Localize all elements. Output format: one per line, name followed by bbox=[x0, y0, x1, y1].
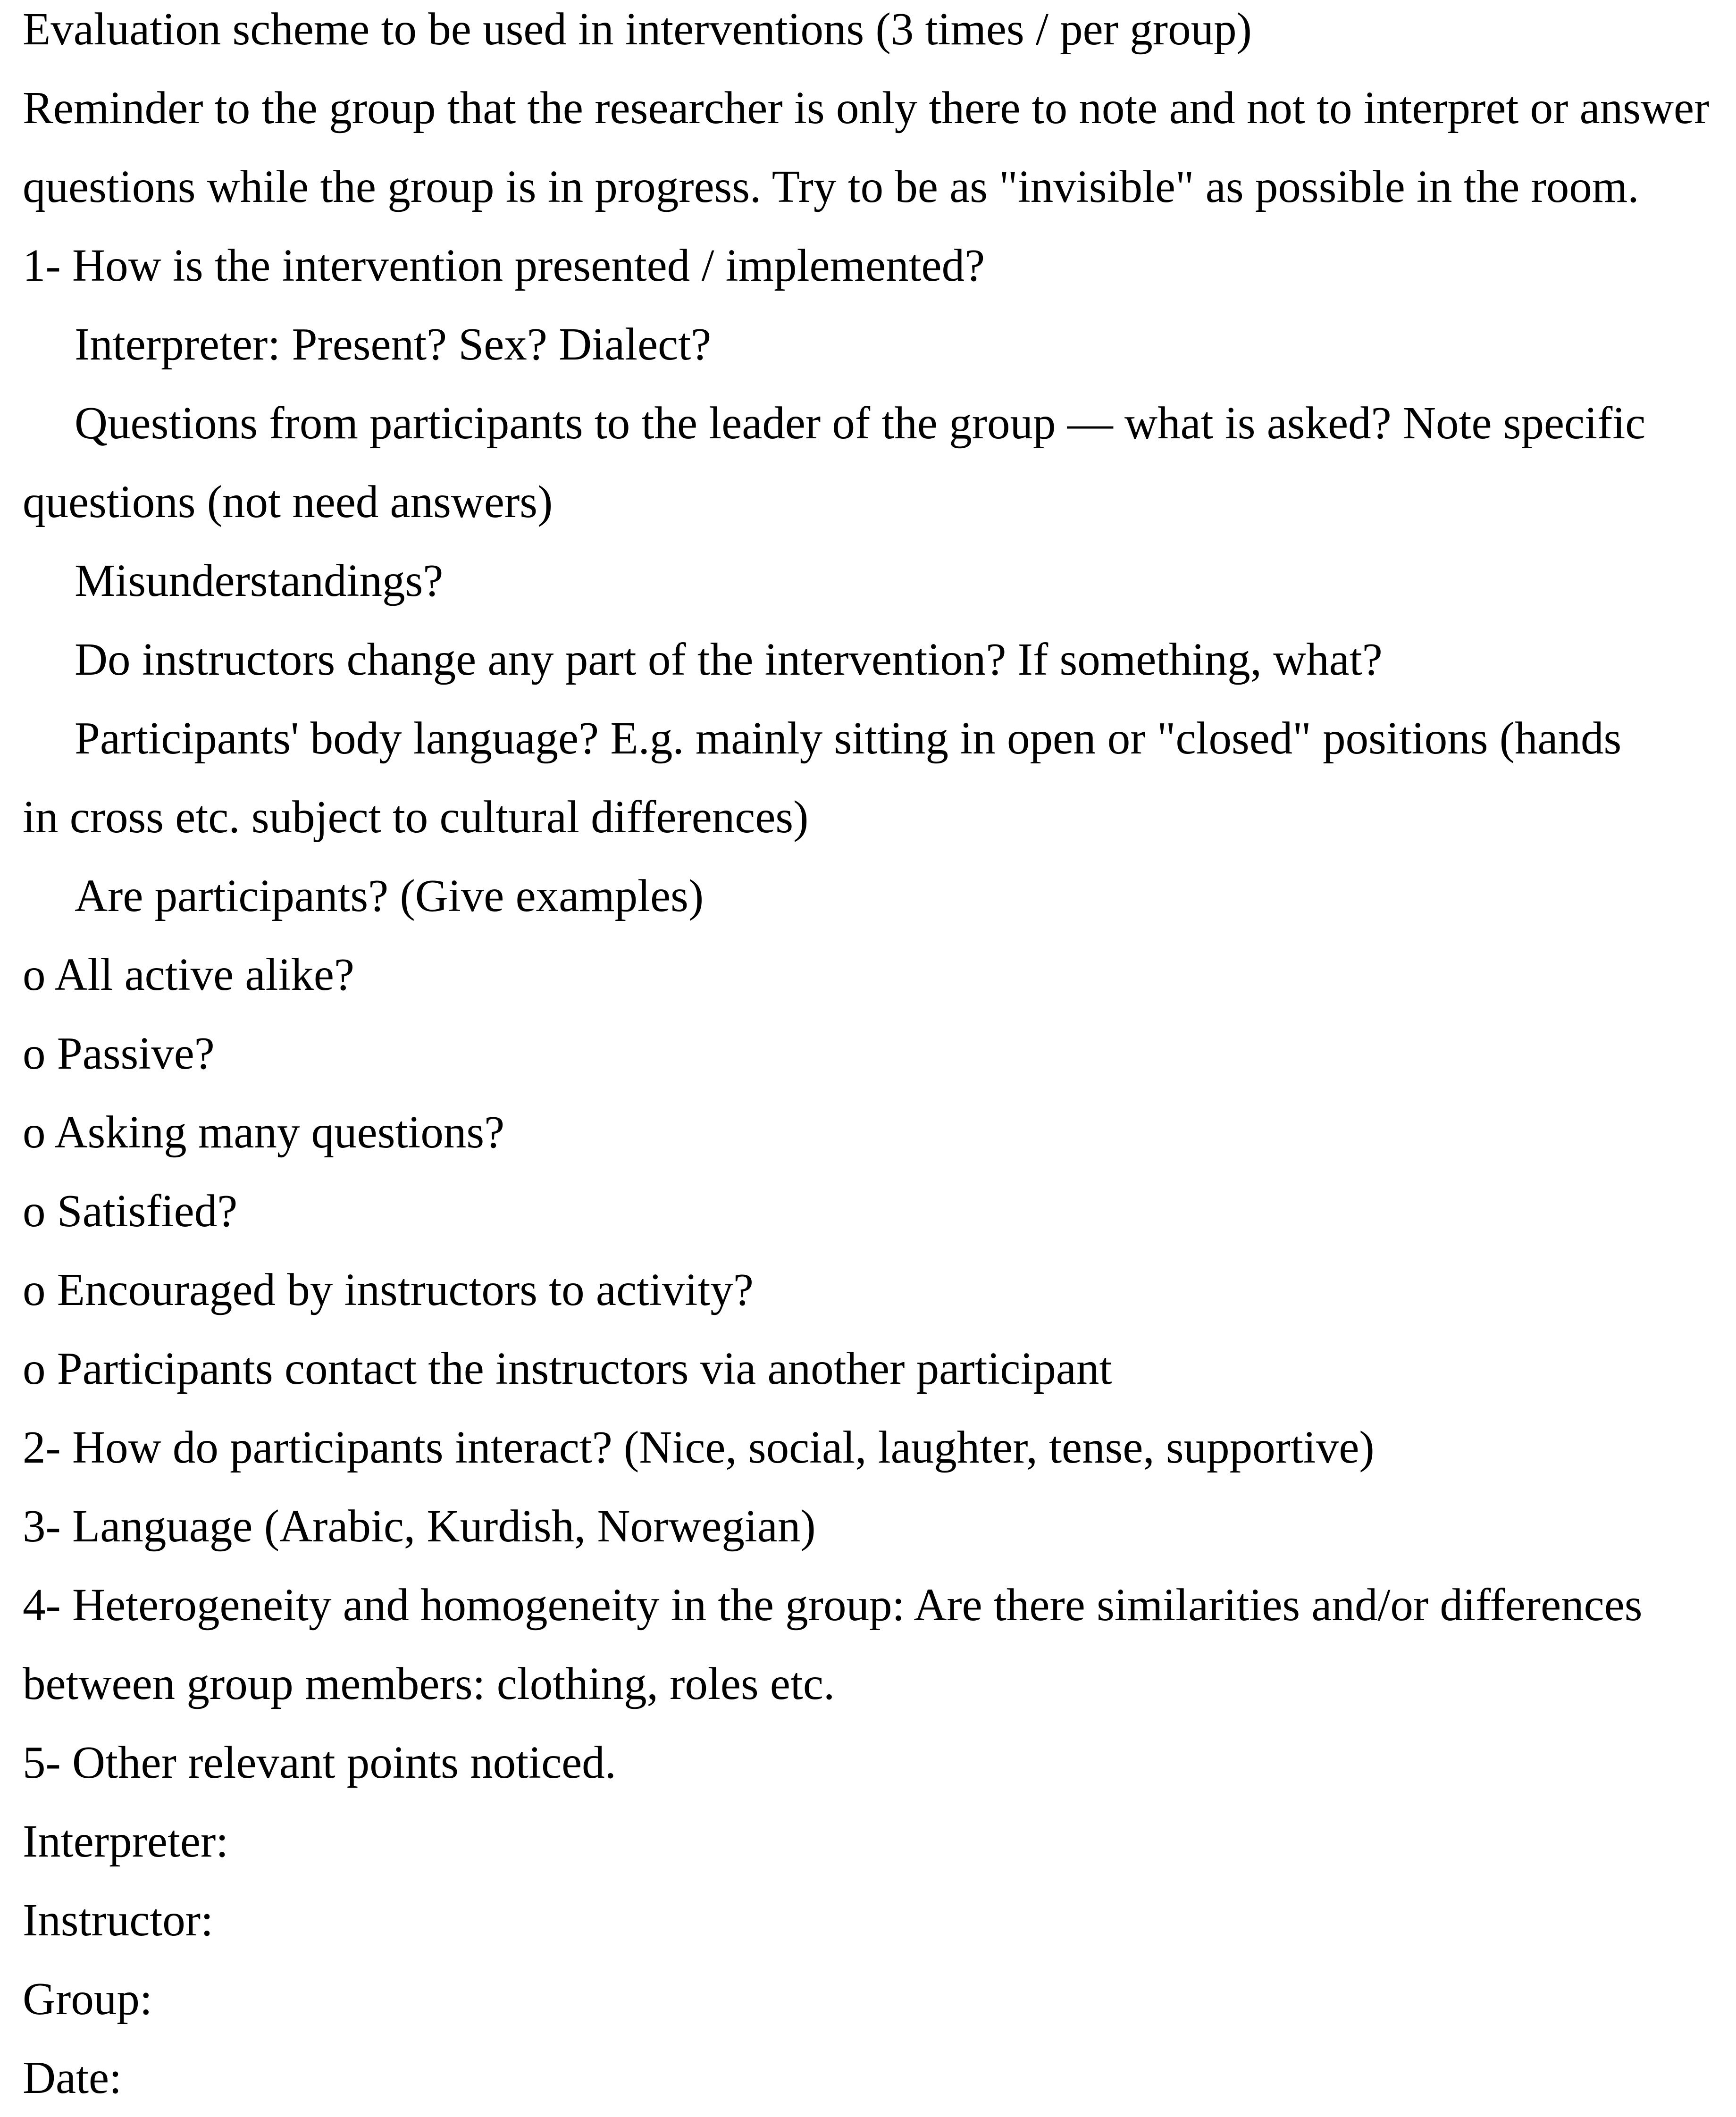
bullet-asking-questions: o Asking many questions? bbox=[23, 1107, 505, 1157]
question-3-heading: 3- Language (Arabic, Kurdish, Norwegian) bbox=[23, 1501, 816, 1551]
reminder-line-1: Reminder to the group that the researcher is only there to note and not to interpret or answer bbox=[23, 83, 1710, 133]
bullet-passive: o Passive? bbox=[23, 1028, 215, 1079]
q1-participant-questions-line-2: questions (not need answers) bbox=[23, 477, 553, 527]
field-interpreter: Interpreter: bbox=[23, 1816, 229, 1866]
question-5-heading: 5- Other relevant points noticed. bbox=[23, 1737, 616, 1788]
doc-title-line: Evaluation scheme to be used in interventions (3 times / per group) bbox=[23, 4, 1252, 54]
q1-are-participants-line: Are participants? (Give examples) bbox=[75, 870, 704, 921]
reminder-line-2: questions while the group is in progress. Try to be as "invisible" as possible in the room. bbox=[23, 161, 1639, 212]
field-date: Date: bbox=[23, 2052, 122, 2103]
q1-body-language-line-2: in cross etc. subject to cultural differences) bbox=[23, 792, 809, 842]
bullet-satisfied: o Satisfied? bbox=[23, 1186, 238, 1236]
bullet-contact-via-participant: o Participants contact the instructors via another participant bbox=[23, 1343, 1112, 1394]
q1-interpreter-line: Interpreter: Present? Sex? Dialect? bbox=[75, 319, 712, 369]
question-2-heading: 2- How do participants interact? (Nice, social, laughter, tense, supportive) bbox=[23, 1422, 1375, 1473]
bullet-all-active: o All active alike? bbox=[23, 949, 354, 1000]
field-group: Group: bbox=[23, 1974, 152, 2024]
q1-instructors-change-line: Do instructors change any part of the intervention? If something, what? bbox=[75, 634, 1383, 685]
question-4-heading-line-2: between group members: clothing, roles etc. bbox=[23, 1658, 835, 1709]
question-1-heading: 1- How is the intervention presented / implemented? bbox=[23, 240, 985, 291]
q1-misunderstandings-line: Misunderstandings? bbox=[75, 555, 444, 606]
q1-body-language-line-1: Participants' body language? E.g. mainly sitting in open or "closed" positions (hands bbox=[75, 713, 1622, 763]
field-instructor: Instructor: bbox=[23, 1895, 214, 1945]
q1-participant-questions-line-1: Questions from participants to the leader of the group — what is asked? Note specific bbox=[75, 398, 1646, 448]
question-4-heading-line-1: 4- Heterogeneity and homogeneity in the group: Are there similarities and/or differences bbox=[23, 1580, 1643, 1630]
bullet-encouraged: o Encouraged by instructors to activity? bbox=[23, 1264, 754, 1315]
